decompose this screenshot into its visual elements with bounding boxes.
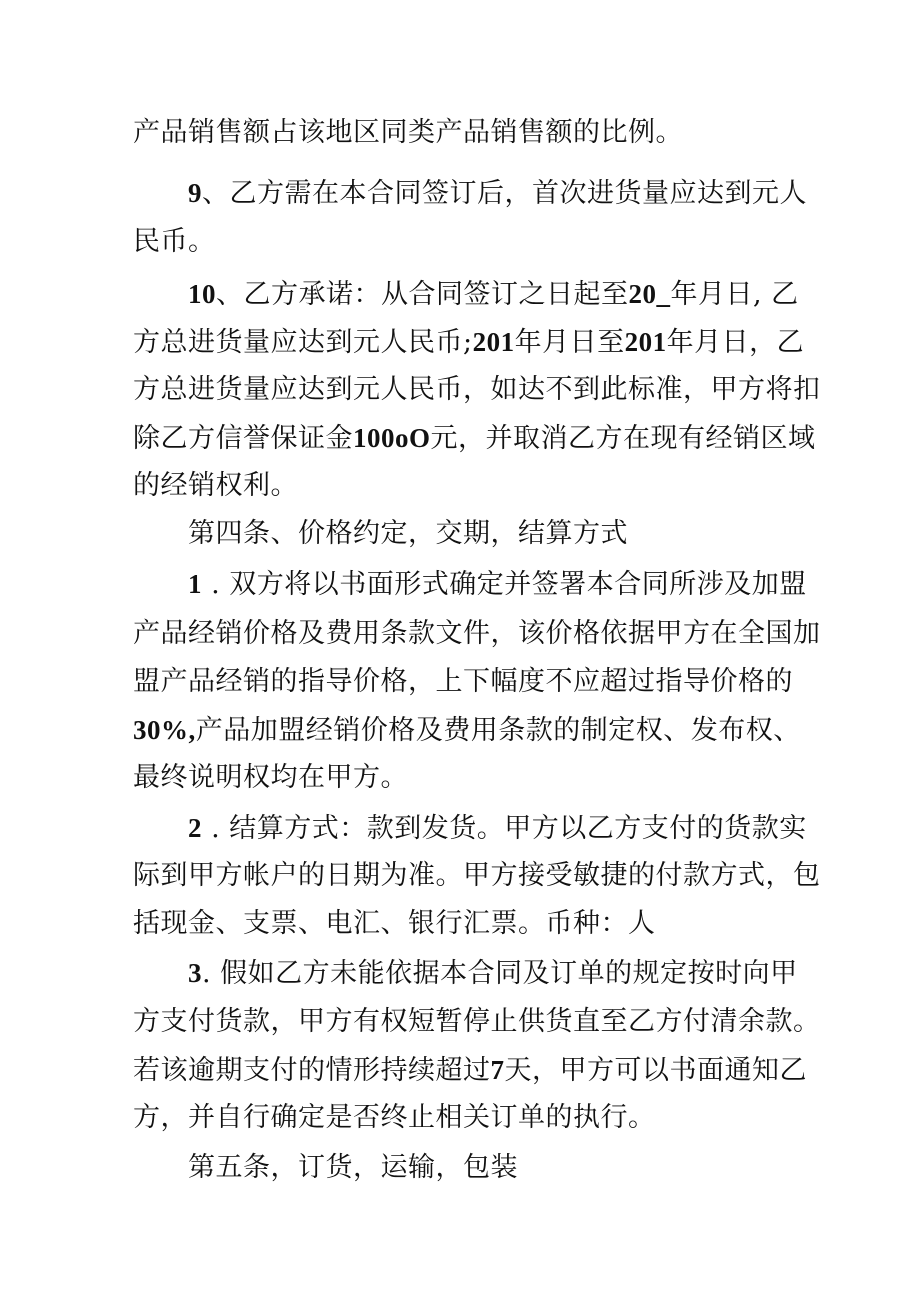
- heading-text: 第五条，订货，运输，包装: [188, 1152, 518, 1183]
- line-text: 年月日, 乙: [670, 279, 799, 310]
- item-number: 1: [188, 569, 202, 599]
- line-text: 、乙方需在本合同签订后，首次进货量应达到元人: [202, 178, 807, 209]
- paragraph-line: [133, 117, 683, 149]
- line-text: 方支付货款，甲方有权短暂停止供货直至乙方付清余款。: [133, 1006, 821, 1037]
- line-text: 产品销售额占该地区同类产品销售额的比例。: [133, 117, 683, 148]
- item-3-line-3: [133, 1054, 807, 1087]
- line-text: 除乙方信誉保证金: [133, 423, 353, 454]
- line-text: 年月日，乙: [666, 327, 805, 358]
- line-text: . 假如乙方未能依据本合同及订单的规定按时向甲: [202, 958, 798, 989]
- item-2-line-3: [133, 908, 656, 940]
- clause-number: 10: [188, 279, 216, 309]
- heading-text: 第四条、价格约定，交期，结算方式: [188, 518, 628, 549]
- year-value: 201: [472, 327, 515, 357]
- line-text: 、乙方承诺：从合同签订之日起至: [216, 279, 629, 310]
- item-3-line-1: [188, 957, 798, 990]
- clause-10-line-2: [133, 326, 804, 359]
- item-1-line-3: [133, 666, 793, 698]
- item-number: 3: [188, 958, 202, 988]
- year-value: 201: [624, 327, 667, 357]
- line-text: 最终说明权均在甲方。: [133, 762, 408, 793]
- section-heading-4: [188, 518, 628, 550]
- line-text: 元，并取消乙方在现有经销区域: [430, 423, 816, 454]
- clause-10-line-3: [133, 374, 821, 406]
- clause-10-line-4: [133, 422, 816, 455]
- item-2-line-2: [133, 860, 821, 892]
- line-text: 产品经销价格及费用条款文件，该价格依据甲方在全国加: [133, 618, 821, 649]
- line-text: 方总进货量应达到元人民币，如达不到此标准，甲方将扣: [133, 374, 821, 405]
- deposit-amount: 100oO: [353, 423, 431, 453]
- item-1-line-1: [188, 568, 807, 601]
- percentage-value: 30%,: [133, 715, 196, 745]
- item-1-line-4: [133, 714, 801, 747]
- line-text: 方总进货量应达到元人民币;: [133, 327, 473, 358]
- line-text: 盟产品经销的指导价格，上下幅度不应超过指导价格的: [133, 666, 793, 697]
- line-text: 括现金、支票、电汇、银行汇票。币种：人: [133, 908, 656, 939]
- clause-9-line-1: [188, 177, 807, 210]
- line-text: 的经销权利。: [133, 470, 298, 501]
- year-value: 20_: [628, 279, 671, 309]
- line-text: . 双方将以书面形式确定并签署本合同所涉及加盟: [202, 569, 807, 600]
- item-3-line-2: [133, 1006, 821, 1038]
- item-2-line-1: [188, 812, 807, 845]
- item-3-line-4: [133, 1102, 656, 1134]
- clause-10-line-5: [133, 470, 298, 502]
- days-value: 7: [490, 1055, 505, 1085]
- line-text: 年月日至: [514, 327, 625, 358]
- line-text: 方，并自行确定是否终止相关订单的执行。: [133, 1102, 656, 1133]
- line-text: 天，甲方可以书面通知乙: [504, 1055, 807, 1086]
- line-text: 产品加盟经销价格及费用条款的制定权、发布权、: [195, 715, 801, 746]
- clause-10-line-1: [188, 278, 799, 311]
- section-heading-5: [188, 1152, 518, 1184]
- item-number: 2: [188, 813, 202, 843]
- line-text: . 结算方式：款到发货。甲方以乙方支付的货款实: [202, 813, 807, 844]
- clause-number: 9: [188, 178, 202, 208]
- line-text: 际到甲方帐户的日期为准。甲方接受敏捷的付款方式，包: [133, 860, 821, 891]
- line-text: 若该逾期支付的情形持续超过: [133, 1055, 491, 1086]
- item-1-line-2: [133, 618, 821, 650]
- item-1-line-5: [133, 762, 408, 794]
- clause-9-line-2: [133, 226, 216, 258]
- line-text: 民币。: [133, 226, 216, 257]
